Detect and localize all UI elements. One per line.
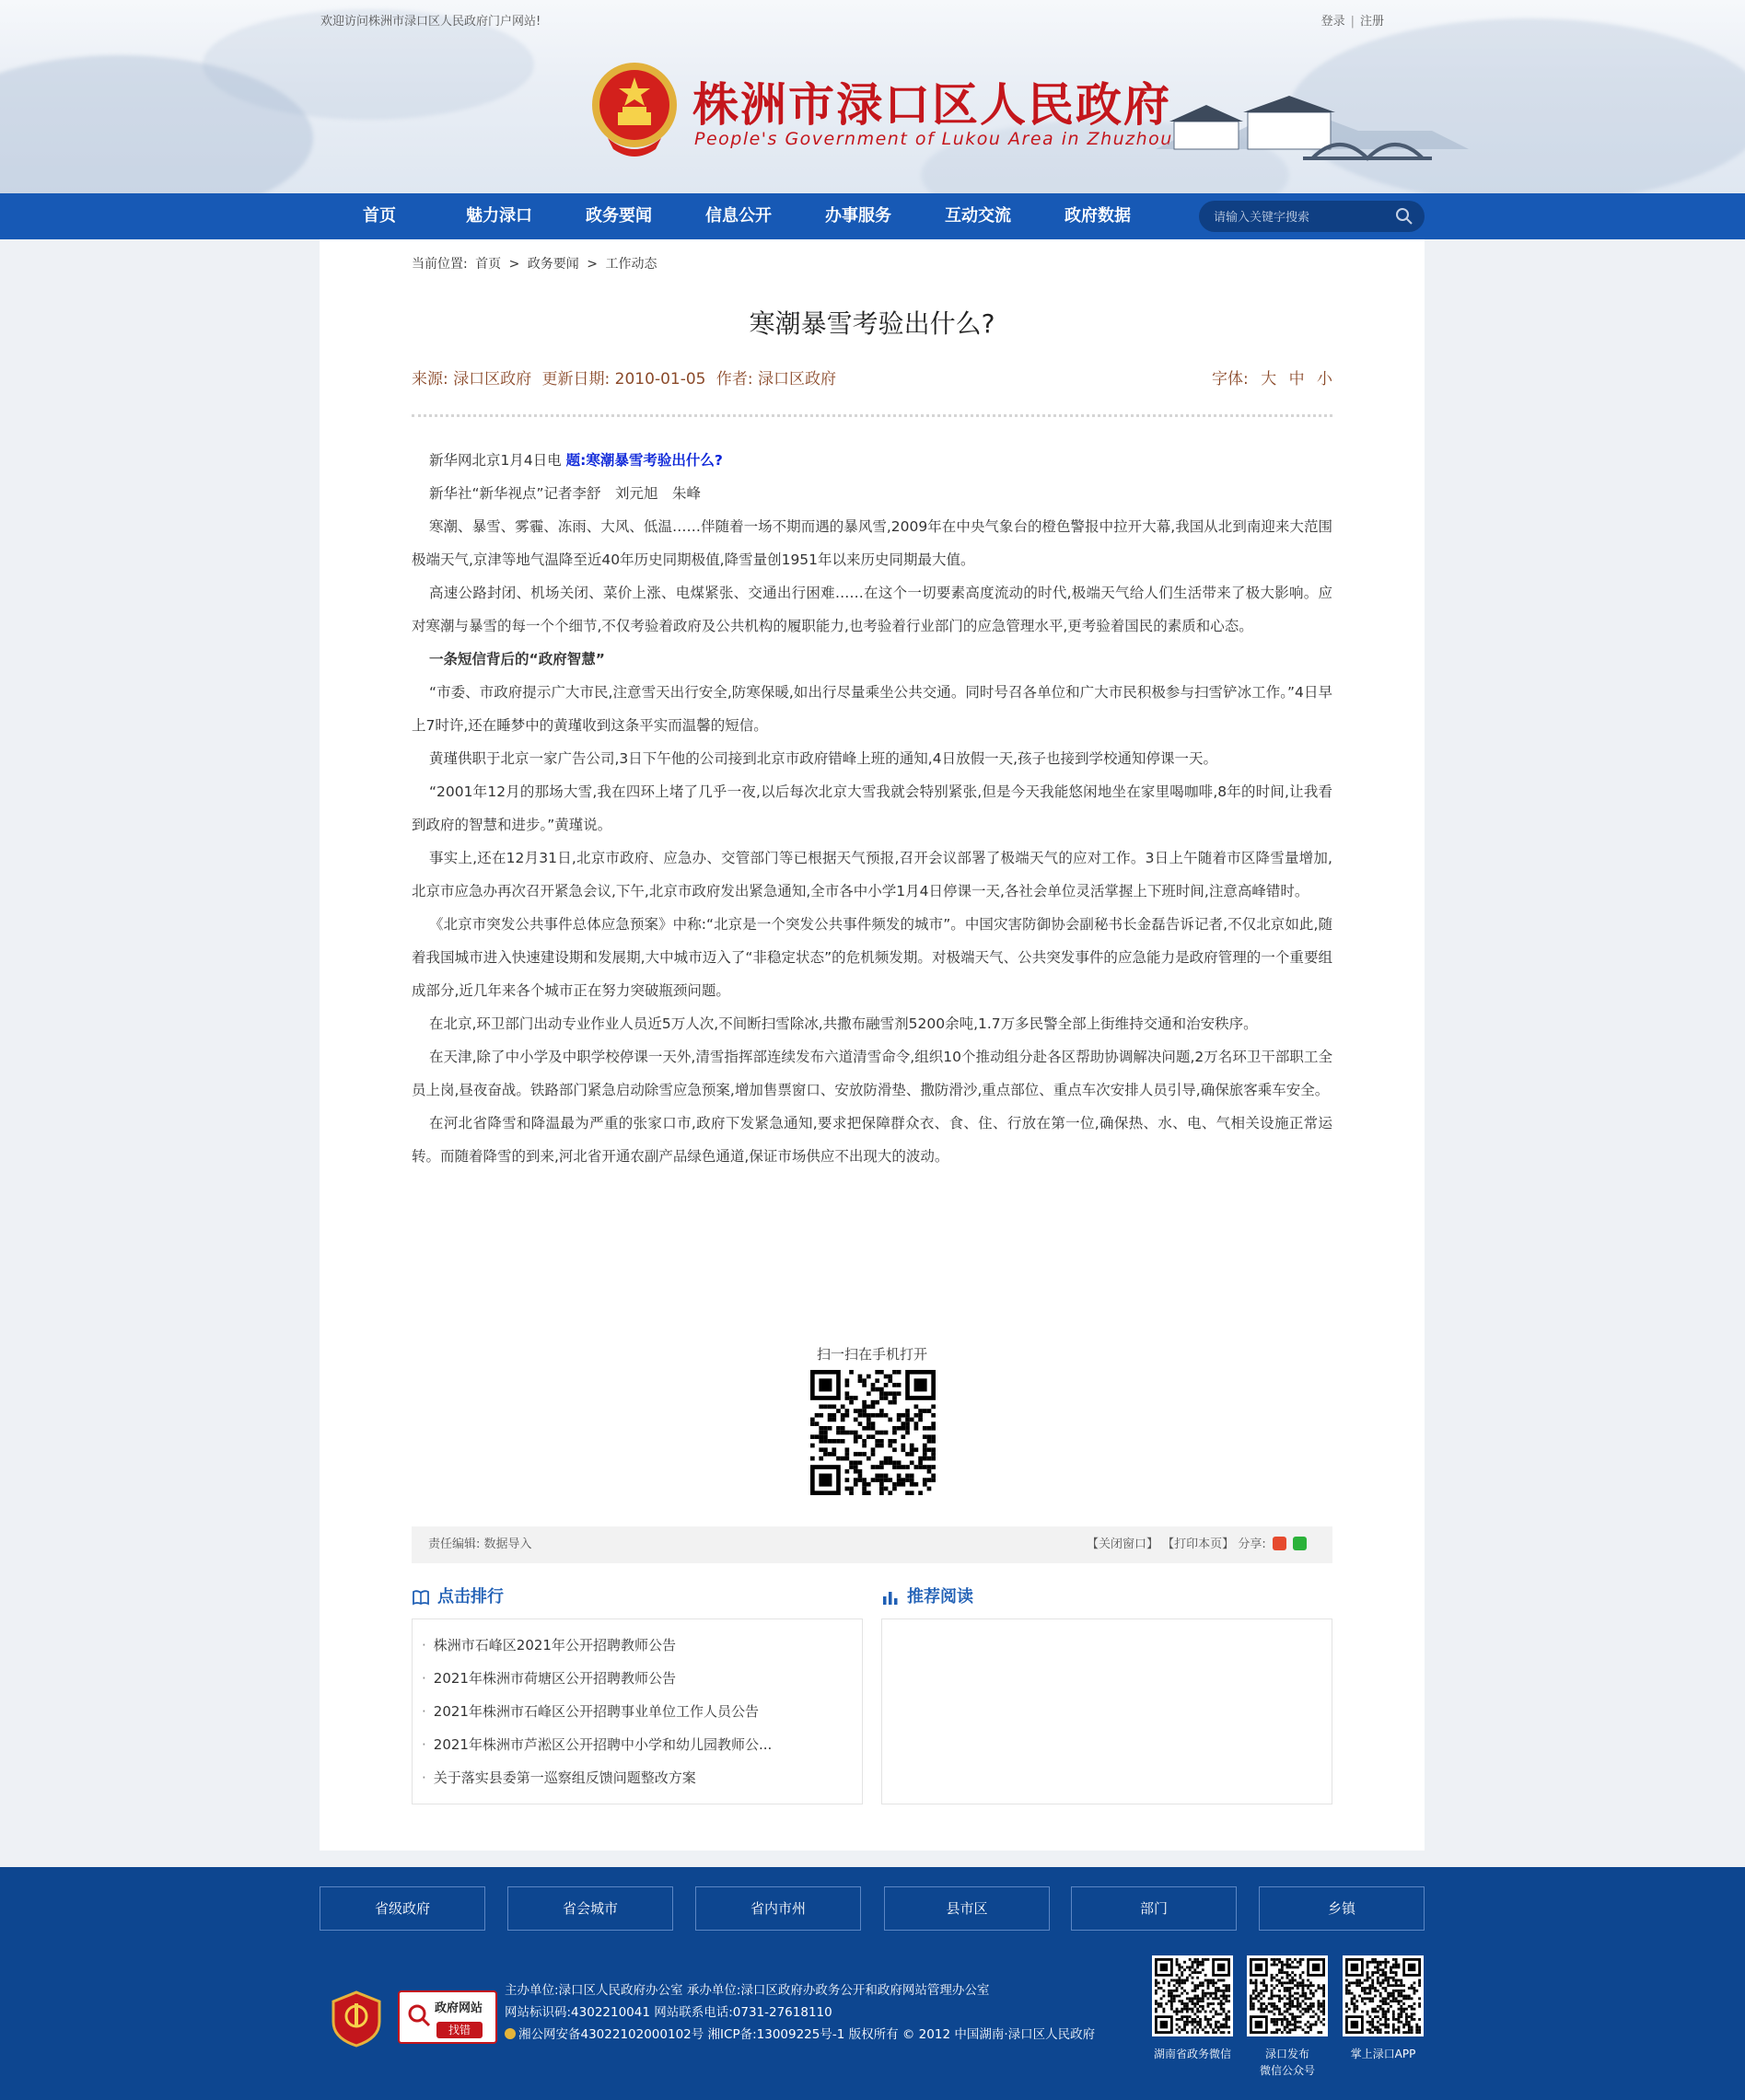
ranking-item-label: 株洲市石峰区2021年公开招聘教师公告 [433,1637,676,1653]
share-label: 分享: [1238,1537,1266,1551]
article-body [412,444,1332,1173]
breadcrumb-separator: > [508,257,520,272]
article-subheading: 一条短信背后的“政府智慧” [429,651,605,667]
wechat-share-icon[interactable] [1293,1537,1307,1550]
font-size-small[interactable]: 小 [1317,370,1332,389]
qr-caption: 掌上渌口APP [1350,2048,1416,2060]
police-badge-icon [505,2028,516,2039]
article-meta [412,365,842,389]
article-toolbar [412,1526,1332,1563]
breadcrumb [412,254,660,273]
party-gov-badge-icon[interactable] [332,1990,381,2048]
error-label: 找错 [436,2022,483,2038]
editor-info: 责任编辑: 数据导入 [428,1537,532,1551]
divider [412,414,1332,417]
article-source: 来源: 渌口区政府 [412,370,532,389]
ranking-item-label: 2021年株洲市芦淞区公开招聘中小学和幼儿园教师公... [433,1736,773,1753]
footer-record [505,2024,1095,2046]
footer-qr [1151,1955,1234,2062]
footer-site-id: 网站标识码:4302210041 网站联系电话:0731-27618110 [505,2005,832,2020]
qr-label: 扫一扫在手机打开 [816,1346,927,1363]
ranking-item-label: 2021年株洲市石峰区公开招聘事业单位工作人员公告 [433,1703,759,1720]
bridge-scenery-illustration [1156,85,1469,173]
article-paragraph: 在天津,除了中小学及中职学校停课一天外,清雪指挥部连续发布六道清雪命令,组织10个推动组分赴各区帮助协调解决问题,2万名环卫干部职工全员上岗,昼夜奋战。铁路部门紧急启动除雪应急预案,增加售票窗口、安放防滑垫、撒防滑沙,重点部位、重点车次安排人员引导,确保旅客乘车安全。 [412,1049,1332,1098]
bullet: · [422,1736,426,1753]
article-updated: 更新日期: 2010-01-05 [541,370,706,389]
national-emblem-icon [589,57,680,162]
ranking-item[interactable] [422,1761,862,1794]
login-link[interactable]: 登录 [1320,15,1345,29]
qr-caption: 渌口发布 微信公众号 [1259,2048,1315,2077]
article-paragraph: 新华社“新华视点”记者李舒 刘元旭 朱峰 [429,485,702,502]
footer [0,1867,1745,2100]
ranking-item[interactable] [422,1728,862,1761]
search-icon[interactable] [1395,207,1413,226]
font-size-medium[interactable]: 中 [1288,370,1305,389]
ranking-item-label: 关于落实县委第一巡察组反馈问题整改方案 [433,1769,696,1786]
article-paragraph: 在北京,环卫部门出动专业作业人员近5万人次,不间断扫雪除冰,共撒布融雪剂5200余吨,1.7万多民警全部上街维持交通和治安秩序。 [429,1015,1258,1032]
welcome-text: 欢迎访问株洲市渌口区人民政府门户网站! [320,15,541,29]
dateline: 新华网北京1月4日电 [429,452,566,469]
magnifier-icon [407,2003,431,2027]
nav-item-services[interactable]: 办事服务 [825,206,891,226]
weibo-share-icon[interactable] [1273,1537,1286,1550]
article-paragraph: 黄瑾供职于北京一家广告公司,3日下午他的公司接到北京市政府错峰上班的通知,4日放假一天,孩子也接到学校通知停课一天。 [429,750,1218,767]
breadcrumb-prefix: 当前位置: [412,257,468,272]
ranking-list [412,1619,863,1804]
nav-item-home[interactable]: 首页 [363,206,396,226]
footer-link-towns[interactable]: 乡镇 [1259,1886,1425,1931]
breadcrumb-home[interactable]: 首页 [475,257,502,272]
bullet: · [422,1769,426,1786]
ranking-section [412,1584,863,1804]
main-panel [320,239,1425,1851]
nav-item-news[interactable]: 政务要闻 [586,206,652,226]
site-subtitle: People's Government of Lukou Area in Zhuzhou [694,129,1173,149]
footer-record-text: 湘公网安备43022102000102号 湘ICP备:13009225号-1 版权所有 © 2012 中国湖南·渌口区人民政府 [518,2027,1096,2042]
footer-qr [1342,1955,1425,2062]
recommend-section [881,1584,1332,1804]
book-icon [412,1589,430,1606]
footer-link-counties[interactable]: 县市区 [884,1886,1050,1931]
article-actions [1087,1526,1307,1563]
main-nav [0,193,1745,239]
article-paragraph: 高速公路封闭、机场关闭、菜价上涨、电煤紧张、交通出行困难……在这个一切要素高度流动的时代,极端天气给人们生活带来了极大影响。应对寒潮与暴雪的每一个个细节,不仅考验着政府及公共机构的履职能力,也考验着行业部门的应急管理水平,更考验着国民的素质和心态。 [412,585,1332,634]
ranking-item[interactable] [422,1629,862,1662]
footer-link-capitals[interactable]: 省会城市 [507,1886,673,1931]
qr-code-icon [1247,1955,1328,2036]
bullet: · [422,1637,426,1653]
qr-code-icon [810,1370,936,1495]
website-label: 政府网站 [435,2001,483,2015]
article-paragraph: 在河北省降雪和降温最为严重的张家口市,政府下发紧急通知,要求把保障群众衣、食、住、行放在第一位,确保热、水、电、气相关设施正常运转。而随着降雪的到来,河北省开通农副产品绿色通道,保证市场供应不出现大的波动。 [412,1115,1332,1165]
footer-organizer: 主办单位:渌口区人民政府办公室 承办单位:渌口区政府办政务公开和政府网站管理办公室 [505,1983,990,1998]
nav-item-charm[interactable]: 魅力渌口 [466,206,532,226]
register-link[interactable]: 注册 [1359,15,1384,29]
font-size-switcher [1212,365,1332,389]
footer-link-departments[interactable]: 部门 [1071,1886,1237,1931]
qr-caption: 湖南省政务微信 [1153,2048,1231,2060]
article-paragraph: “市委、市政府提示广大市民,注意雪天出行安全,防寒保暖,如出行尽量乘坐公共交通。同时号召各单位和广大市民积极参与扫雪铲冰工作。”4日早上7时许,还在睡梦中的黄瑾收到这条平实而温馨的短信。 [412,684,1332,734]
article-paragraph: 事实上,还在12月31日,北京市政府、应急办、交管部门等已根据天气预报,召开会议部署了极端天气的应对工作。3日上午随着市区降雪量增加,北京市应急办再次召开紧急会议,下午,北京市政府发出紧急通知,全市各中小学1月4日停课一天,各社会单位灵活掌握上下班时间,注意高峰错时。 [412,850,1332,899]
ranking-item[interactable] [422,1695,862,1728]
qr-code-icon [1343,1955,1424,2036]
article-paragraph: 寒潮、暴雪、雾霾、冻雨、大风、低温……伴随着一场不期而遇的暴风雪,2009年在中央气象台的橙色警报中拉开大幕,我国从北到南迎来大范围极端天气,京津等地气温降至近40年历史同期极值,降雪量创1951年以来历史同期最大值。 [412,518,1332,568]
article-paragraph: 《北京市突发公共事件总体应急预案》中称:“北京是一个突发公共事件频发的城市”。中国灾害防御协会副秘书长金磊告诉记者,不仅北京如此,随着我国城市进入快速建设期和发展期,大中城市迈入了“非稳定状态”的危机频发期。对极端天气、公共突发事件的应急能力是政府管理的一个重要组成部分,近几年来各个城市正在努力突破瓶颈问题。 [412,916,1332,999]
footer-link-provincial[interactable]: 省级政府 [320,1886,485,1931]
header-banner [0,0,1745,193]
qr-code-icon [1152,1955,1233,2036]
breadcrumb-work[interactable]: 工作动态 [605,257,657,272]
search-input[interactable] [1214,201,1389,232]
website-error-report[interactable] [398,1990,497,2044]
article-headline: 题:寒潮暴雪考验出什么? [565,452,723,469]
footer-link-cities[interactable]: 省内市州 [695,1886,861,1931]
nav-item-disclosure[interactable]: 信息公开 [705,206,772,226]
site-title: 株洲市渌口区人民政府 [692,77,1171,132]
font-size-label: 字体: [1212,370,1249,389]
footer-info [505,1979,1095,2046]
recommend-title: 推荐阅读 [907,1587,973,1607]
search-box [1199,201,1425,232]
close-window-button[interactable]: 【关闭窗口】 [1087,1537,1159,1551]
recommend-list [881,1619,1332,1804]
ranking-item-label: 2021年株洲市荷塘区公开招聘教师公告 [433,1670,676,1687]
nav-item-interaction[interactable]: 互动交流 [945,206,1011,226]
ranking-header [412,1584,863,1609]
ranking-item[interactable] [422,1662,862,1695]
breadcrumb-news[interactable]: 政务要闻 [527,257,579,272]
font-size-large[interactable]: 大 [1261,370,1277,389]
bar-chart-icon [881,1589,900,1606]
recommend-header [881,1584,1332,1609]
breadcrumb-separator: > [587,257,598,272]
nav-item-data[interactable]: 政府数据 [1064,206,1131,226]
article-title: 寒潮暴雪考验出什么? [749,308,995,339]
divider: | [1350,15,1355,29]
article-paragraph: “2001年12月的那场大雪,我在四环上堵了几乎一夜,以后每次北京大雪我就会特别紧张,但是今天我能悠闲地坐在家里喝咖啡,8年的时间,让我看到政府的智慧和进步。”黄瑾说。 [412,783,1332,833]
account-links [1321,11,1384,29]
bullet: · [422,1670,426,1687]
ranking-title: 点击排行 [437,1587,504,1607]
print-page-button[interactable]: 【打印本页】 [1162,1537,1235,1551]
article-author: 作者: 渌口区政府 [715,370,837,389]
bullet: · [422,1703,426,1720]
article-paragraph [412,444,1332,477]
footer-qr [1246,1955,1329,2079]
